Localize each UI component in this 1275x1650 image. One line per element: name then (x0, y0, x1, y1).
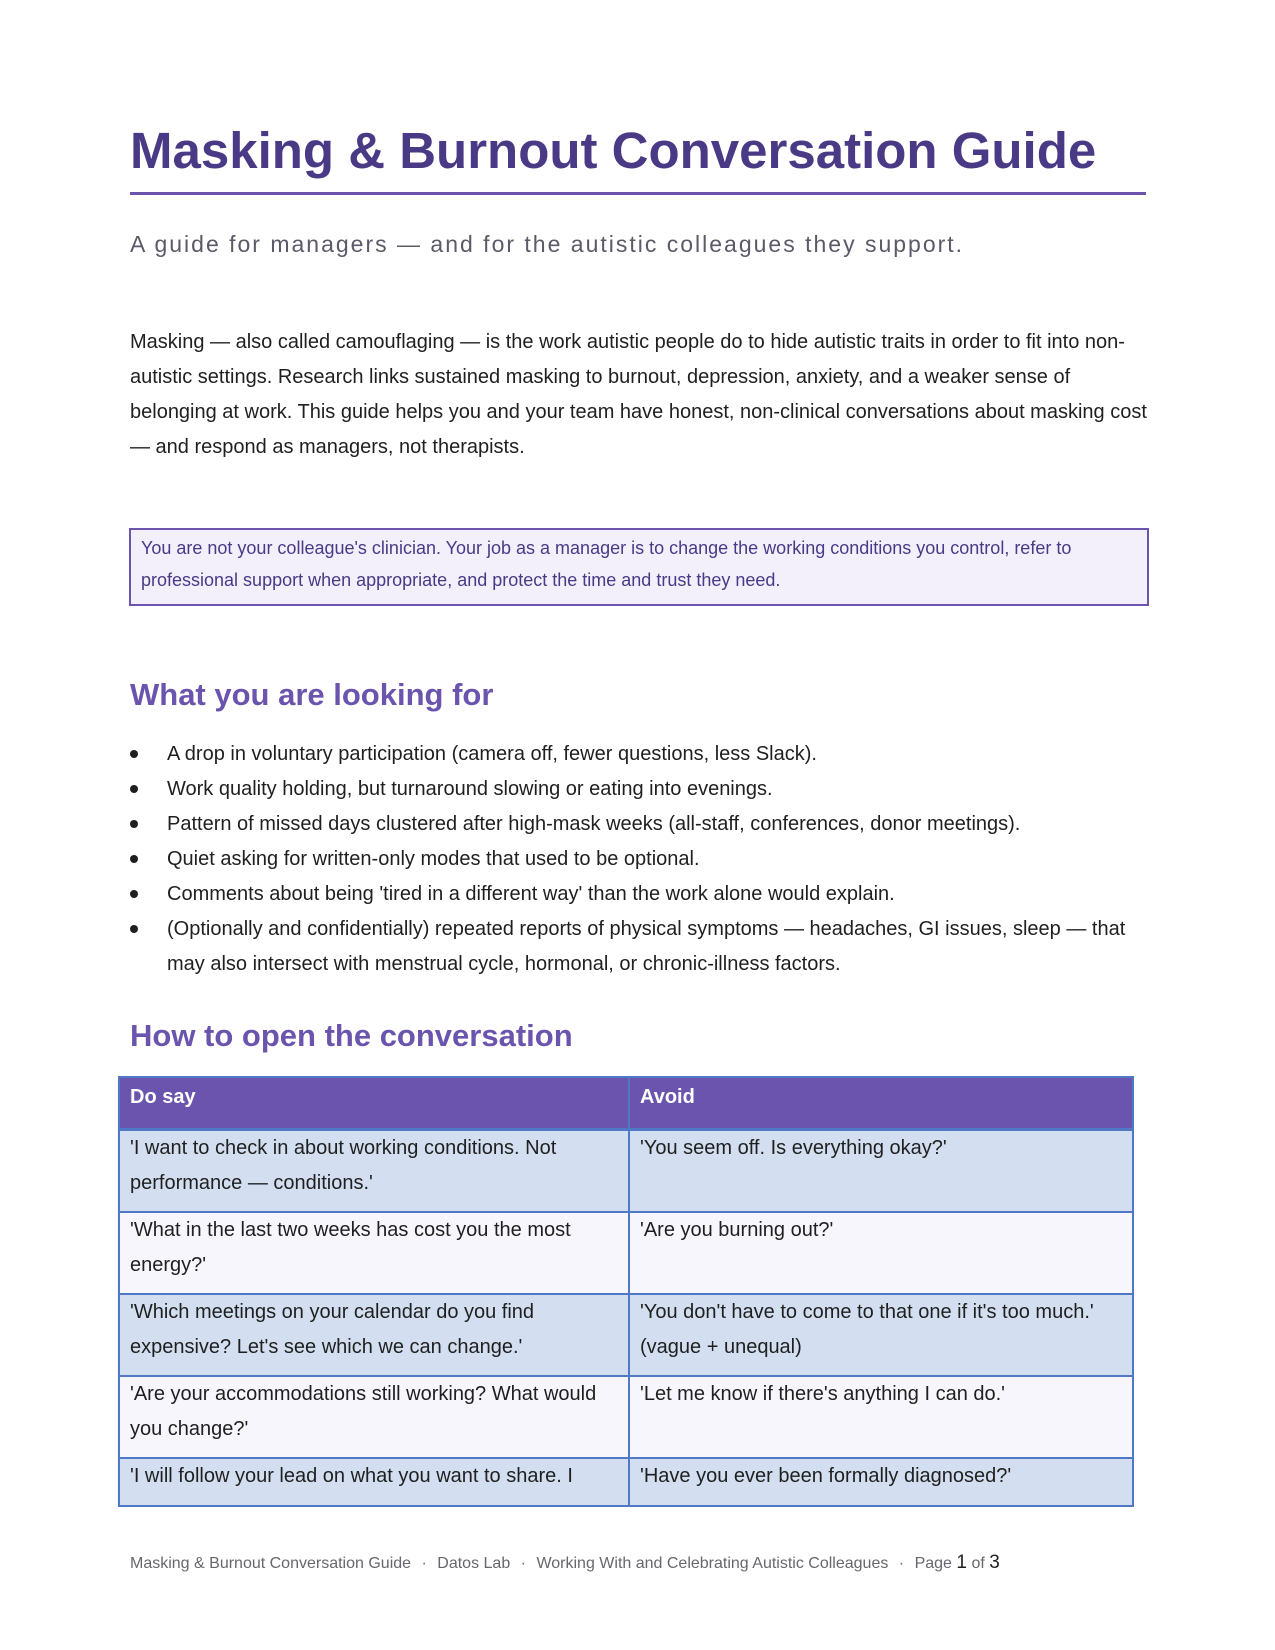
do-say-cell: 'What in the last two weeks has cost you the most energy?' (119, 1212, 629, 1294)
footer-separator: · (520, 1555, 526, 1572)
section-heading-open-conversation: How to open the conversation (130, 1018, 573, 1053)
footer-page-total: 3 (989, 1552, 1000, 1573)
avoid-cell: 'Let me know if there's anything I can do.' (629, 1376, 1133, 1458)
column-header-do-say: Do say (119, 1077, 629, 1130)
footer-page-label: Page (914, 1555, 952, 1572)
footer-separator: · (898, 1555, 905, 1572)
do-say-cell: 'Are your accommodations still working? What would you change?' (119, 1376, 629, 1458)
table-row (119, 1294, 1133, 1376)
table-row (119, 1458, 1133, 1506)
title-divider (130, 192, 1146, 195)
list-item: Pattern of missed days clustered after high-mask weeks (all-staff, conferences, donor meetings). (130, 807, 1150, 842)
list-item: Work quality holding, but turnaround slowing or eating into evenings. (130, 772, 1150, 807)
list-item: Quiet asking for written-only modes that used to be optional. (130, 842, 1150, 877)
avoid-cell: 'You don't have to come to that one if it's too much.' (vague + unequal) (629, 1294, 1133, 1376)
do-say-avoid-table (118, 1076, 1134, 1507)
section-heading-looking-for: What you are looking for (130, 677, 494, 712)
looking-for-list (130, 737, 1150, 982)
intro-paragraph: Masking — also called camouflaging — is the work autistic people do to hide autistic traits in order to fit into non-autistic settings. Research links sustained masking to burnout, depression, anxiety, and a weaker sense of belonging at work. This guide helps you and your team have honest, non-clinical conversations about masking cost — and respond as managers, not therapists. (130, 331, 1147, 458)
document-title: Masking & Burnout Conversation Guide (130, 122, 1097, 179)
table-row (119, 1130, 1133, 1213)
footer-page-current: 1 (956, 1552, 967, 1573)
avoid-cell: 'Have you ever been formally diagnosed?' (629, 1458, 1133, 1506)
footer-of-label: of (971, 1555, 985, 1572)
footer-org: Datos Lab (437, 1555, 511, 1572)
do-say-cell: 'I want to check in about working conditions. Not performance — conditions.' (119, 1130, 629, 1213)
column-header-avoid: Avoid (629, 1077, 1133, 1130)
table-row (119, 1212, 1133, 1294)
footer-series: Working With and Celebrating Autistic Colleagues (536, 1555, 889, 1572)
footer-separator: · (421, 1555, 427, 1572)
do-say-cell: 'Which meetings on your calendar do you find expensive? Let's see which we can change.' (119, 1294, 629, 1376)
manager-role-callout: You are not your colleague's clinician. Your job as a manager is to change the working conditions you control, refer to professional support when appropriate, and protect the time and trust they need. (129, 528, 1149, 606)
avoid-cell: 'Are you burning out?' (629, 1212, 1133, 1294)
list-item: A drop in voluntary participation (camera off, fewer questions, less Slack). (130, 737, 1150, 772)
do-say-cell: 'I will follow your lead on what you want to share. I (119, 1458, 629, 1506)
document-subtitle: A guide for managers — and for the autistic colleagues they support. (130, 231, 965, 257)
avoid-cell: 'You seem off. Is everything okay?' (629, 1130, 1133, 1213)
page-footer (130, 1550, 1150, 1577)
table-header-row (119, 1077, 1133, 1130)
list-item: (Optionally and confidentially) repeated reports of physical symptoms — headaches, GI issues, sleep — that may also intersect with menstrual cycle, hormonal, or chronic-illness factors. (130, 912, 1150, 982)
table-row (119, 1376, 1133, 1458)
footer-doc-title: Masking & Burnout Conversation Guide (130, 1555, 412, 1572)
list-item: Comments about being 'tired in a different way' than the work alone would explain. (130, 877, 1150, 912)
